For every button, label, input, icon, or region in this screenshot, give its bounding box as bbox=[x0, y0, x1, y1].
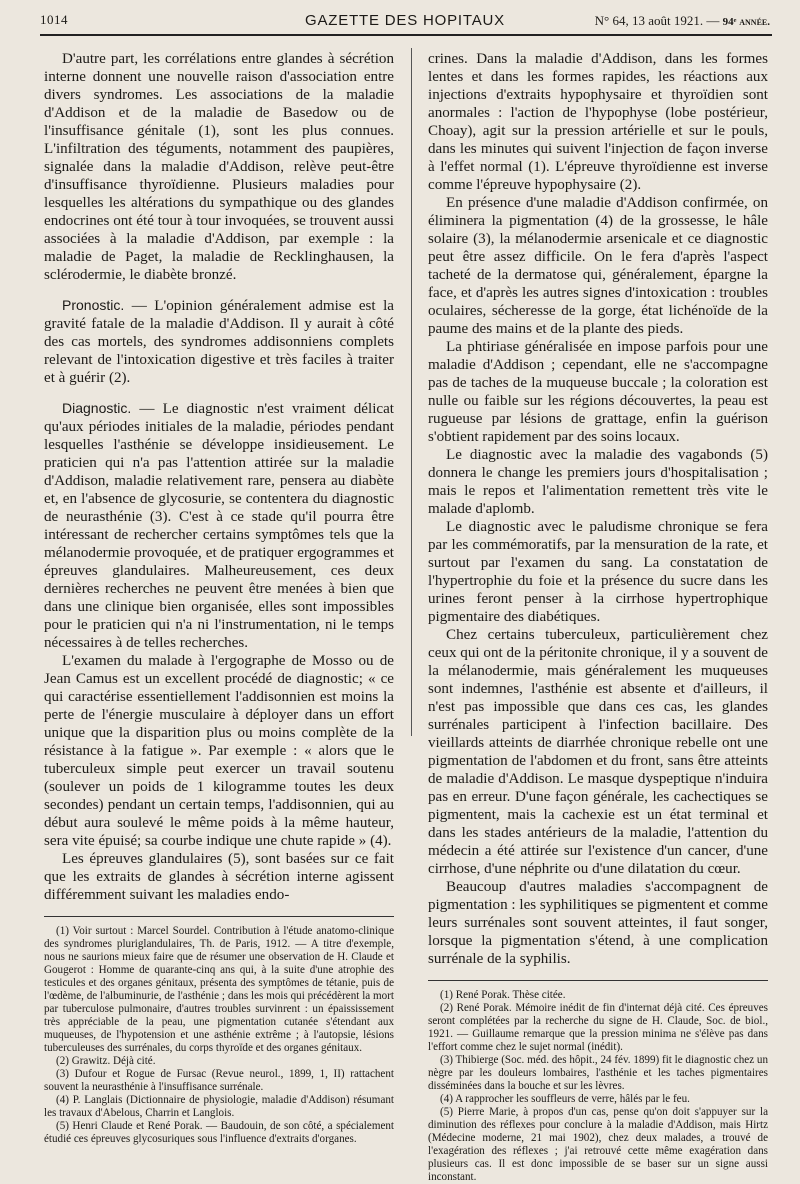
issue-date: N° 64, 13 août 1921. — bbox=[594, 13, 720, 28]
paragraph-presence: En présence d'une maladie d'Addison confirmée, on éliminera la pigmentation (4) de la grossesse, le hâle solaire (3), la mélanodermie arsenicale et ce diagnostic peut être assez difficile. On le fera d'après l'aspect tacheté de la dermatose qui, généralement, épargne la face, et d'après les autres signes d'intoxication : troubles oculaires, sécheresse de la gorge, état lichénoïde de la paume des mains et de la plante des pieds. bbox=[428, 195, 768, 337]
footnote: (3) Dufour et Rogue de Fursac (Revue neurol., 1899, 1, II) rattachent souvent la neurasthénie à l'insuffisance surrénale. bbox=[44, 1068, 394, 1093]
footnote: (2) Grawitz. Déjà cité. bbox=[56, 1055, 156, 1067]
issue-year: 94ᵉ année. bbox=[722, 16, 770, 28]
footnote: (4) P. Langlais (Dictionnaire de physiologie, maladie d'Addison) résumant les travaux d'Abelous, Charrin et Langlois. bbox=[44, 1094, 394, 1119]
paragraph-pronostic bbox=[44, 296, 394, 387]
paragraph-syphilis: Beaucoup d'autres maladies s'accompagnent de pigmentation : les syphilitiques se pigmentent et comme leurs surrénales sont souvent atteintes, il faut songer, lorsque la pigmentation s'étend, à une complication surrénale de la syphilis. bbox=[428, 879, 768, 967]
pronostic-text: — L'opinion généralement admise est la gravité fatale de la maladie d'Addison. Il y aurait à côté des cas mortels, des syndromes addisonniens complets relevant de l'intoxication digestive et très faciles à traiter et à guérir (2). bbox=[44, 298, 394, 386]
footnote: (3) Thibierge (Soc. méd. des hôpit., 24 fév. 1899) fit le diagnostic chez un nègre par les douleurs lombaires, l'asthénie et les taches pigmentaires disséminées dans la bouche et sur les lèvres. bbox=[428, 1054, 768, 1092]
column-divider bbox=[411, 48, 412, 736]
paragraph-associations: D'autre part, les corrélations entre glandes à sécrétion interne donnent une nouvelle raison d'association entre divers syndromes. Les associations de la maladie d'Addison et de la maladie de Basedow ou de l'insuffisance génitale (1), sont les plus connues. L'infiltration des téguments, notamment des paupières, signalée dans la maladie d'Addison, relève peut-être d'insuffisance thyroïdienne. Plusieurs maladies pour lesquelles les altérations du sympathique ou des glandes endocrines ont été tour à tour invoquées, se trouvent aussi associées à la maladie d'Addison, par exemple : la maladie de Paget, la maladie de Recklinghausen, la sclérodermie, le diabète bronzé. bbox=[44, 51, 394, 283]
footnote: (5) Henri Claude et René Porak. — Baudouin, de son côté, a spécialement étudié ces épreuves glycosuriques sous l'influence d'extraits d'organes. bbox=[44, 1120, 394, 1145]
paragraph-crines: crines. Dans la maladie d'Addison, dans les formes lentes et dans les formes rapides, les réactions aux injections d'extraits hypophysaire et thyroïdien sont anormales : l'action de l'hypophyse (lobe postérieur, Choay), agit sur la pression artérielle et sur le pouls, dans les minutes qui suivent l'injection de façon inverse à l'effet normal (1). L'épreuve thyroïdienne est inverse comme l'épreuve hypophysaire (2). bbox=[428, 51, 768, 193]
footnote: (1) Voir surtout : Marcel Sourdel. Contribution à l'étude anatomo-clinique des syndromes pluriglandulaires, Th. de Paris, 1912. — A titre d'exemple, nous ne saurions mieux faire que de résumer une observation de H. Claude et Gougerot : Homme de quarante-cinq ans qui, à la suite d'une atrophie des testicules et des organes génitaux, présenta des symptômes de tétanie, puis de l'œdème, de l'albuminurie, de l'asthénie ; dans les mois qui précédèrent la mort par tuberculose pulmonaire, d'autres troubles survinrent : un épaississement très appréciable de la peau, une pigmentation cutanée s'étendant aux muqueuses, de l'hypotension et une asthénie extrême ; à l'autopsie, lésions tuberculeuses des surrénales, du corps thyroïde et des organes génitaux. bbox=[44, 925, 394, 1054]
right-column bbox=[428, 50, 768, 1184]
issue-info bbox=[595, 13, 770, 29]
section-heading-pronostic: Pronostic. bbox=[62, 297, 125, 313]
footnotes-right bbox=[428, 989, 768, 1184]
page-header bbox=[40, 10, 770, 32]
publication-title: GAZETTE DES HOPITAUX bbox=[305, 12, 505, 29]
diagnostic-text: — Le diagnostic n'est vraiment délicat qu'aux périodes initiales de la maladie, périodes pendant lesquelles l'asthénie se développe insidieusement. Le praticien qui n'a pas l'attention attirée sur la maladie d'Addison, maladie relativement rare, pensera au diabète et, en l'absence de glycosurie, se contentera du diagnostic de neurasthénie (3). C'est à ce stade qu'il pourra être intéressant de rechercher certains symptômes tels que la mélanodermie provoquée, et de pratiquer ergogrammes et épreuves glandulaires. Malheureusement, ces deux dernières recherches ne peuvent être menées à bien que dans une clinique bien organisée, elles sont impossibles pour le praticien qui n'a ni l'instrumentation, ni le temps nécessaires à de telles recherches. bbox=[44, 401, 394, 651]
paragraph-tuberculeux: Chez certains tuberculeux, particulièrement chez ceux qui ont de la péritonite chronique, il y a souvent de la mélanodermie, mais généralement les muqueuses sont indemnes, l'asthénie est absente et d'ailleurs, il n'est pas impossible que dans ces cas, les glandes surrénales participent à l'infection bacillaire. Des vieillards atteints de diarrhée chronique rebelle ont une pigmentation de l'abdomen et du front, sans être atteints de maladie d'Addison. Le masque dyspeptique n'induira pas en erreur. D'une façon générale, les cachectiques se pigmentent, mais la cachexie est un état terminal et dans les stades antérieurs de la maladie, l'attention du médecin a été attirée sur l'existence d'un cancer, d'une cirrhose, d'une néphrite ou d'une dilatation du cœur. bbox=[428, 627, 768, 877]
footnote-rule-right bbox=[428, 980, 768, 981]
page-number: 1014 bbox=[40, 12, 68, 27]
paragraph-phtiriase: La phtiriase généralisée en impose parfois pour une maladie d'Addison ; cependant, elle ne s'accompagne pas de taches de la muqueuse buccale ; la coloration est nulle ou faible sur les régions découvertes, la peau est rugueuse par lésions de grattage, enfin la guérison s'obtient rapidement par des soins locaux. bbox=[428, 339, 768, 445]
left-column bbox=[44, 50, 394, 1146]
footnote: (4) A rapprocher les souffleurs de verre, hâlés par le feu. bbox=[440, 1093, 690, 1105]
paragraph-ergographe: L'examen du malade à l'ergographe de Mosso ou de Jean Camus est un excellent procédé de diagnostic; « ce qui caractérise essentiellement l'addisonnien est moins la perte de l'énergie musculaire à déployer dans un effort unique que la disparition plus ou moins complète de la résistance à la fatigue ». Par exemple : « alors que le tuberculeux simple peut exercer un travail soutenu (soulever un poids de 1 kilogramme toutes les deux secondes) pendant un certain temps, l'addisonnien, qui au début aura soulevé le même poids à la même hauteur, sera vite épuisé; sa courbe indique une chute rapide » (4). bbox=[44, 653, 394, 849]
paragraph-diagnostic bbox=[44, 399, 394, 652]
header-rule bbox=[40, 34, 772, 36]
footnote: (1) René Porak. Thèse citée. bbox=[440, 989, 566, 1001]
paragraph-epreuves: Les épreuves glandulaires (5), sont basées sur ce fait que les extraits de glandes à sécrétion interne agissent différemment suivant les maladies endo- bbox=[44, 851, 394, 903]
footnote: (5) Pierre Marie, à propos d'un cas, pense qu'on doit s'appuyer sur la diminution des réflexes pour conclure à la maladie d'Addison, mais Hirtz (Médecine moderne, 21 mai 1902), chez deux malades, a trouvé de l'exagération des réflexes ; j'ai retrouvé cette même exagération dans plusieurs cas. Il est donc impossible de se baser sur un signe aussi inconstant. bbox=[428, 1106, 768, 1183]
section-heading-diagnostic: Diagnostic. bbox=[62, 400, 132, 416]
paragraph-vagabonds: Le diagnostic avec la maladie des vagabonds (5) donnera le change les premiers jours d'hospitalisation ; mais le repos et l'alimentation remettent très vite le malade d'aplomb. bbox=[428, 447, 768, 517]
footnote-rule-left bbox=[44, 916, 394, 917]
paragraph-paludisme: Le diagnostic avec le paludisme chronique se fera par les commémoratifs, par la mensuration de la rate, et surtout par l'examen du sang. La constatation de l'hypertrophie du foie et la présence du sucre dans les urines feront penser à la cirrhose hypertrophique pigmentaire des diabétiques. bbox=[428, 519, 768, 625]
footnote: (2) René Porak. Mémoire inédit de fin d'internat déjà cité. Ces épreuves seront complétées par la recherche du signe de H. Claude, Soc. de biol., 1921. — Guillaume remarque que la pression minima ne s'élève pas dans l'effort comme chez le sujet normal (inédit). bbox=[428, 1002, 768, 1053]
footnotes-left bbox=[44, 925, 394, 1146]
